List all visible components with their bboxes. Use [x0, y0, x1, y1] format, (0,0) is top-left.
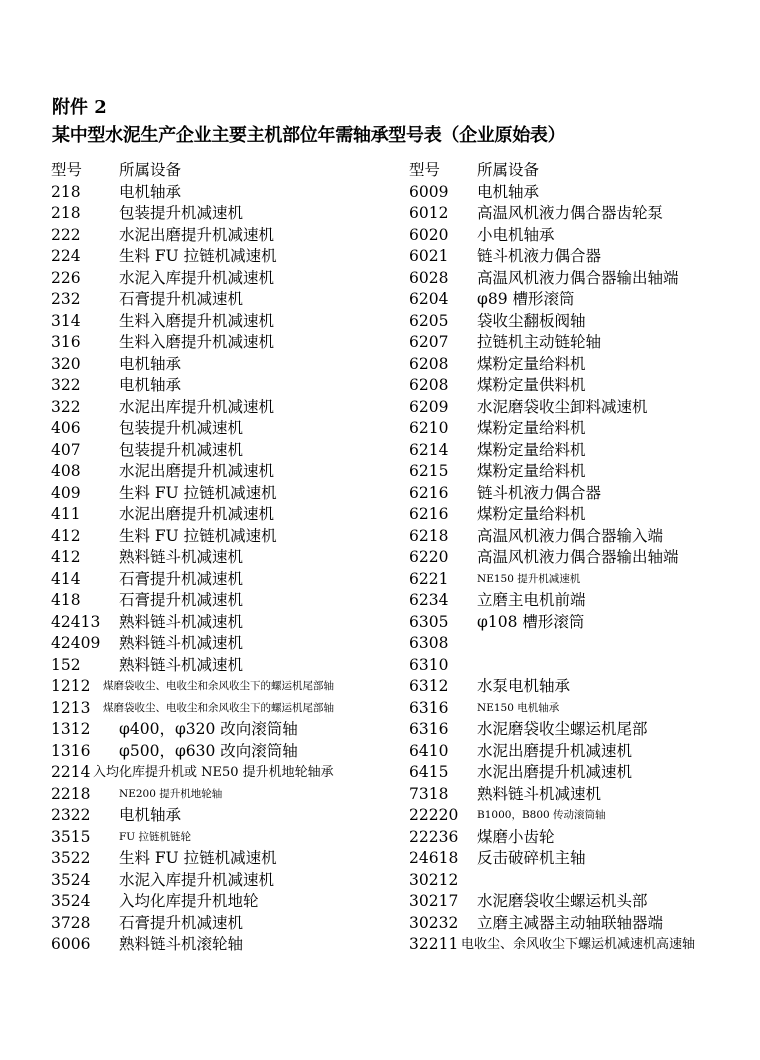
- table-row: [51, 762, 381, 784]
- equipment-name: 生料 FU 拉链机减速机: [119, 247, 277, 265]
- equipment-name: 煤粉定量给料机: [477, 419, 586, 437]
- bearing-code: 22236: [409, 827, 459, 846]
- table-row: [51, 332, 381, 354]
- bearing-code: 314: [51, 311, 81, 330]
- table-row: [409, 569, 754, 591]
- bearing-code: 6312: [409, 677, 449, 695]
- bearing-code: 6208: [409, 354, 449, 373]
- equipment-name: 袋收尘翻板阀轴: [477, 311, 586, 330]
- table-row: [51, 354, 381, 376]
- table-row: [409, 870, 754, 892]
- bearing-code: 6204: [409, 290, 449, 308]
- bearing-code: 6415: [409, 763, 449, 781]
- table-row: [51, 870, 381, 892]
- equipment-name: 水泥磨袋收尘螺运机尾部: [477, 720, 648, 738]
- bearing-code: 1316: [51, 741, 91, 760]
- bearing-code: 3524: [51, 892, 91, 910]
- equipment-name: 入均化库提升机或 NE50 提升机地轮轴承: [93, 765, 334, 780]
- equipment-name: 水泥出磨提升机减速机: [477, 741, 633, 760]
- bearing-code: 316: [51, 333, 81, 351]
- left-header-row: [51, 160, 381, 182]
- bearing-code: 2218: [51, 784, 91, 803]
- equipment-name: 包装提升机减速机: [119, 440, 244, 459]
- bearing-code: 42409: [51, 634, 101, 652]
- bearing-code: 218: [51, 182, 81, 201]
- table-row: [51, 741, 381, 763]
- bearing-code: 6316: [409, 698, 449, 717]
- bearing-code: 222: [51, 225, 81, 244]
- bearing-code: 224: [51, 247, 81, 265]
- bearing-code: 1212: [51, 677, 91, 695]
- equipment-name: 水泥出磨提升机减速机: [477, 763, 633, 781]
- bearing-code: 6216: [409, 505, 449, 523]
- table-row: [51, 784, 381, 806]
- table-row: [409, 698, 754, 720]
- bearing-code: 322: [51, 397, 81, 416]
- equipment-name: 包装提升机减速机: [119, 204, 244, 222]
- table-row: [51, 225, 381, 247]
- equipment-header: 所属设备: [119, 161, 182, 179]
- equipment-name: φ500，φ630 改向滚筒轴: [119, 741, 298, 760]
- table-row: [409, 268, 754, 290]
- equipment-name: 反击破碎机主轴: [477, 849, 586, 867]
- equipment-name: 石膏提升机减速机: [119, 569, 244, 588]
- bearing-code: 3522: [51, 849, 91, 867]
- table-row: [51, 526, 381, 548]
- equipment-name: 生料入磨提升机减速机: [119, 311, 275, 330]
- bearing-code: 32211: [409, 935, 459, 953]
- bearing-code: 6028: [409, 268, 449, 287]
- equipment-name: 煤粉定量给料机: [477, 440, 586, 459]
- bearing-code: 2322: [51, 806, 91, 824]
- equipment-name: 煤磨小齿轮: [477, 827, 555, 846]
- bearing-code: 6316: [409, 720, 449, 738]
- bearing-code: 407: [51, 440, 81, 459]
- equipment-name: 水泵电机轴承: [477, 677, 571, 695]
- table-row: [409, 354, 754, 376]
- table-row: [409, 719, 754, 741]
- bearing-code: 3524: [51, 870, 91, 889]
- equipment-name: 煤磨袋收尘、电收尘和余风收尘下的螺运机尾部轴: [103, 701, 334, 714]
- equipment-name: 石膏提升机减速机: [119, 913, 244, 932]
- table-row: [409, 246, 754, 268]
- equipment-name: 电机轴承: [119, 376, 182, 394]
- equipment-name: 煤磨袋收尘、电收尘和余风收尘下的螺运机尾部轴: [103, 680, 334, 692]
- table-row: [51, 418, 381, 440]
- code-header: 型号: [409, 161, 441, 179]
- bearing-code: 408: [51, 462, 81, 480]
- table-row: [409, 375, 754, 397]
- bearing-code: 226: [51, 268, 81, 287]
- equipment-name: 熟料链斗机减速机: [119, 634, 244, 652]
- equipment-header: 所属设备: [477, 161, 540, 179]
- bearing-code: 7318: [409, 784, 449, 803]
- bearing-code: 412: [51, 548, 81, 566]
- bearing-code: 152: [51, 655, 81, 674]
- table-row: [51, 719, 381, 741]
- equipment-name: 高温风机液力偶合器输出轴端: [477, 268, 679, 287]
- equipment-name: 电机轴承: [119, 354, 182, 373]
- bearing-code: 2214: [51, 763, 91, 781]
- left-column: [51, 160, 381, 956]
- bearing-code: 6214: [409, 440, 449, 459]
- table-row: [409, 633, 754, 655]
- table-row: [409, 891, 754, 913]
- table-row: [51, 891, 381, 913]
- bearing-code: 6215: [409, 462, 449, 480]
- table-row: [51, 848, 381, 870]
- equipment-name: 电收尘、余风收尘下螺运机减速机高速轴: [461, 937, 696, 952]
- table-row: [51, 827, 381, 849]
- equipment-name: 小电机轴承: [477, 225, 555, 244]
- bearing-code: 6009: [409, 182, 449, 201]
- bearing-code: 6305: [409, 612, 449, 631]
- bearing-code: 24618: [409, 849, 459, 867]
- table-row: [409, 440, 754, 462]
- table-row: [409, 418, 754, 440]
- bearing-code: 1312: [51, 720, 91, 738]
- table-row: [51, 375, 381, 397]
- equipment-name: φ108 槽形滚筒: [477, 612, 585, 631]
- bearing-code: 1213: [51, 698, 91, 717]
- bearing-code: 218: [51, 204, 81, 222]
- bearing-code: 30232: [409, 913, 459, 932]
- annex-label: 附件 2: [52, 97, 107, 118]
- equipment-name: 立磨主电机前端: [477, 591, 586, 609]
- right-header-row: [409, 160, 754, 182]
- equipment-name: 拉链机主动链轮轴: [477, 333, 602, 351]
- table-row: [51, 311, 381, 333]
- equipment-name: 水泥磨袋收尘螺运机头部: [477, 892, 648, 910]
- table-row: [51, 483, 381, 505]
- equipment-name: 水泥入库提升机减速机: [119, 870, 275, 889]
- equipment-name: 石膏提升机减速机: [119, 290, 244, 308]
- bearing-code: 6012: [409, 204, 449, 222]
- code-header: 型号: [51, 161, 83, 179]
- equipment-name: 生料入磨提升机减速机: [119, 333, 275, 351]
- table-row: [51, 676, 381, 698]
- bearing-code: 406: [51, 419, 81, 437]
- table-row: [409, 332, 754, 354]
- table-row: [409, 848, 754, 870]
- equipment-name: 煤粉定量给料机: [477, 505, 586, 523]
- equipment-name: 入均化库提升机地轮: [119, 892, 259, 910]
- bearing-code: 418: [51, 591, 81, 609]
- equipment-name: 水泥出磨提升机减速机: [119, 225, 275, 244]
- bearing-code: 6218: [409, 526, 449, 545]
- table-row: [409, 203, 754, 225]
- table-row: [409, 289, 754, 311]
- table-row: [51, 655, 381, 677]
- equipment-name: 熟料链斗机减速机: [119, 655, 244, 674]
- equipment-name: 煤粉定量供料机: [477, 376, 586, 394]
- left-rows: [51, 182, 381, 956]
- equipment-name: φ89 槽形滚筒: [477, 290, 575, 308]
- table-row: [51, 590, 381, 612]
- equipment-name: 电机轴承: [119, 806, 182, 824]
- equipment-name: 水泥磨袋收尘卸料减速机: [477, 397, 648, 416]
- equipment-name: 高温风机液力偶合器输出轴端: [477, 548, 679, 566]
- bearing-code: 42413: [51, 612, 101, 631]
- table-row: [409, 741, 754, 763]
- table-row: [51, 504, 381, 526]
- table-row: [51, 934, 381, 956]
- bearing-code: 6216: [409, 483, 449, 502]
- bearing-code: 6209: [409, 397, 449, 416]
- table-row: [51, 633, 381, 655]
- table-row: [51, 461, 381, 483]
- bearing-code: 6205: [409, 311, 449, 330]
- table-row: [51, 268, 381, 290]
- bearing-code: 6310: [409, 655, 449, 674]
- bearing-code: 6208: [409, 376, 449, 394]
- bearing-code: 232: [51, 290, 81, 308]
- bearing-code: 6221: [409, 569, 449, 588]
- equipment-name: 链斗机液力偶合器: [477, 247, 602, 265]
- table-row: [409, 676, 754, 698]
- bearing-code: 3515: [51, 827, 91, 846]
- bearing-code: 30217: [409, 892, 459, 910]
- bearing-code: 6234: [409, 591, 449, 609]
- table-row: [409, 397, 754, 419]
- equipment-name: 煤粉定量给料机: [477, 354, 586, 373]
- equipment-name: NE150 电机轴承: [477, 701, 560, 714]
- table-row: [51, 913, 381, 935]
- equipment-name: NE150 提升机减速机: [477, 572, 581, 585]
- equipment-name: 链斗机液力偶合器: [477, 483, 602, 502]
- bearing-code: 6308: [409, 634, 449, 652]
- table-row: [51, 569, 381, 591]
- table-row: [409, 655, 754, 677]
- equipment-name: 高温风机液力偶合器输入端: [477, 526, 664, 545]
- equipment-name: FU 拉链机链轮: [119, 830, 191, 843]
- equipment-name: 水泥出磨提升机减速机: [119, 505, 275, 523]
- equipment-name: 熟料链斗机减速机: [119, 612, 244, 631]
- equipment-name: 熟料链斗机减速机: [477, 784, 602, 803]
- bearing-code: 30212: [409, 870, 459, 889]
- table-row: [409, 182, 754, 204]
- equipment-name: 石膏提升机减速机: [119, 591, 244, 609]
- table-row: [409, 762, 754, 784]
- table-row: [51, 289, 381, 311]
- bearing-code: 6210: [409, 419, 449, 437]
- bearing-code: 320: [51, 354, 81, 373]
- table-row: [51, 246, 381, 268]
- document-title: 某中型水泥生产企业主要主机部位年需轴承型号表（企业原始表）: [52, 125, 566, 146]
- bearing-code: 6020: [409, 225, 449, 244]
- table-row: [409, 526, 754, 548]
- bearing-code: 409: [51, 483, 81, 502]
- table-row: [409, 483, 754, 505]
- equipment-name: 水泥入库提升机减速机: [119, 268, 275, 287]
- bearing-code: 3728: [51, 913, 91, 932]
- bearing-code: 6220: [409, 548, 449, 566]
- table-row: [409, 784, 754, 806]
- bearing-code: 6006: [51, 935, 91, 953]
- table-row: [51, 547, 381, 569]
- table-row: [51, 805, 381, 827]
- table-row: [409, 934, 754, 956]
- bearing-code: 22220: [409, 806, 459, 824]
- equipment-name: 水泥出库提升机减速机: [119, 397, 275, 416]
- table-row: [51, 203, 381, 225]
- bearing-code: 411: [51, 505, 81, 523]
- table-row: [409, 913, 754, 935]
- equipment-name: 生料 FU 拉链机减速机: [119, 526, 277, 545]
- table-row: [409, 547, 754, 569]
- table-row: [51, 612, 381, 634]
- table-row: [409, 311, 754, 333]
- equipment-name: 电机轴承: [477, 182, 540, 201]
- equipment-name: 熟料链斗机减速机: [119, 548, 244, 566]
- table-row: [409, 504, 754, 526]
- equipment-name: 立磨主减器主动轴联轴器端: [477, 913, 664, 932]
- table-row: [409, 827, 754, 849]
- equipment-name: 电机轴承: [119, 182, 182, 201]
- table-row: [51, 698, 381, 720]
- equipment-name: 煤粉定量给料机: [477, 462, 586, 480]
- table-row: [51, 397, 381, 419]
- table-row: [409, 461, 754, 483]
- equipment-name: 熟料链斗机滚轮轴: [119, 935, 244, 953]
- equipment-name: NE200 提升机地轮轴: [119, 787, 223, 800]
- bearing-code: 322: [51, 376, 81, 394]
- table-row: [409, 805, 754, 827]
- table-row: [51, 440, 381, 462]
- table-row: [409, 225, 754, 247]
- equipment-name: φ400，φ320 改向滚筒轴: [119, 720, 298, 738]
- equipment-name: B1000，B800 传动滚筒轴: [477, 809, 606, 821]
- table-row: [409, 612, 754, 634]
- table-row: [409, 590, 754, 612]
- equipment-name: 包装提升机减速机: [119, 419, 244, 437]
- equipment-name: 水泥出磨提升机减速机: [119, 462, 275, 480]
- bearing-code: 414: [51, 569, 81, 588]
- equipment-name: 生料 FU 拉链机减速机: [119, 849, 277, 867]
- bearing-code: 6021: [409, 247, 449, 265]
- right-rows: [409, 182, 754, 956]
- bearing-code: 6207: [409, 333, 449, 351]
- equipment-name: 生料 FU 拉链机减速机: [119, 483, 277, 502]
- bearing-code: 412: [51, 526, 81, 545]
- equipment-name: 高温风机液力偶合器齿轮泵: [477, 204, 664, 222]
- bearing-code: 6410: [409, 741, 449, 760]
- table-row: [51, 182, 381, 204]
- right-column: [409, 160, 754, 956]
